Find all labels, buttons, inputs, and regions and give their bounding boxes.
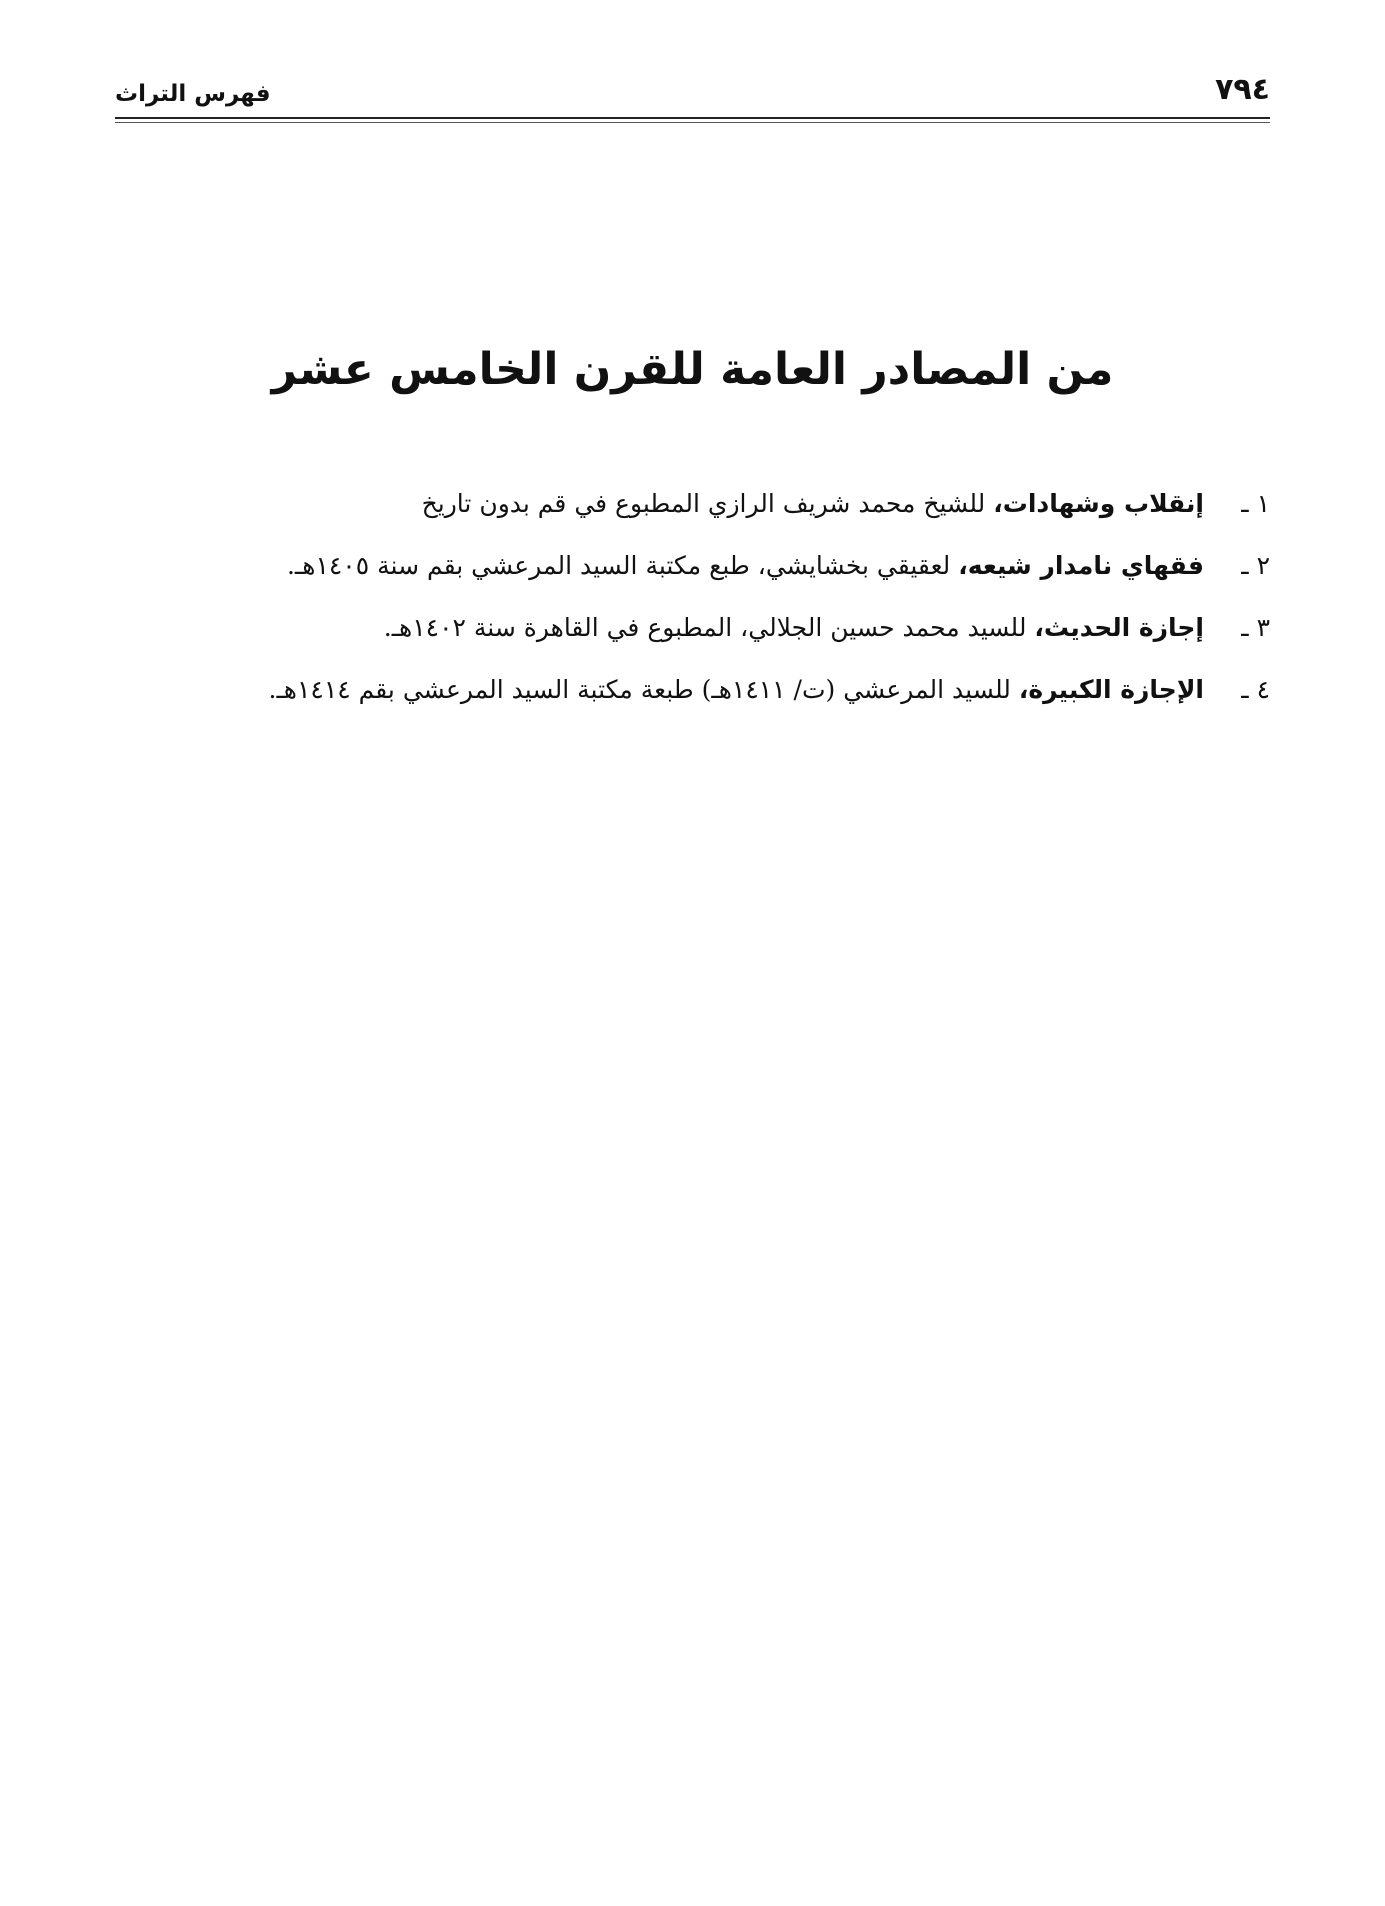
header-rule-secondary <box>115 122 1270 123</box>
entry-details: لعقيقي بخشايشي، طبع مكتبة السيد المرعشي بقم سنة ١٤٠٥هـ. <box>286 551 959 580</box>
source-entry <box>115 488 1270 520</box>
entry-details: للسيد محمد حسين الجلالي، المطبوع في القاهرة سنة ١٤٠٢هـ. <box>383 613 1035 642</box>
entry-number: ٤ ـ <box>1241 675 1270 704</box>
entry-number: ٣ ـ <box>1241 613 1270 642</box>
running-title: فهرس التراث <box>115 81 271 107</box>
page-number: ٧٩٤ <box>1215 72 1270 107</box>
entry-details: للشيخ محمد شريف الرازي المطبوع في قم بدون تاريخ <box>421 489 994 518</box>
source-entry <box>115 674 1270 706</box>
source-entry <box>115 612 1270 644</box>
entry-title: فقهاي نامدار شيعه، <box>958 551 1204 580</box>
entry-title: الإجازة الكبيرة، <box>1018 675 1204 704</box>
source-list <box>115 488 1270 736</box>
entry-title: إجازة الحديث، <box>1034 613 1204 642</box>
entry-title: إنقلاب وشهادات، <box>993 489 1204 518</box>
header-rule <box>115 117 1270 119</box>
page-header <box>115 70 1270 122</box>
section-title: من المصادر العامة للقرن الخامس عشر <box>271 344 1114 395</box>
entry-number: ٢ ـ <box>1241 551 1270 580</box>
entry-number: ١ ـ <box>1241 489 1270 518</box>
source-entry <box>115 550 1270 582</box>
entry-details: للسيد المرعشي (ت/ ١٤١١هـ) طبعة مكتبة السيد المرعشي بقم ١٤١٤هـ. <box>268 675 1019 704</box>
